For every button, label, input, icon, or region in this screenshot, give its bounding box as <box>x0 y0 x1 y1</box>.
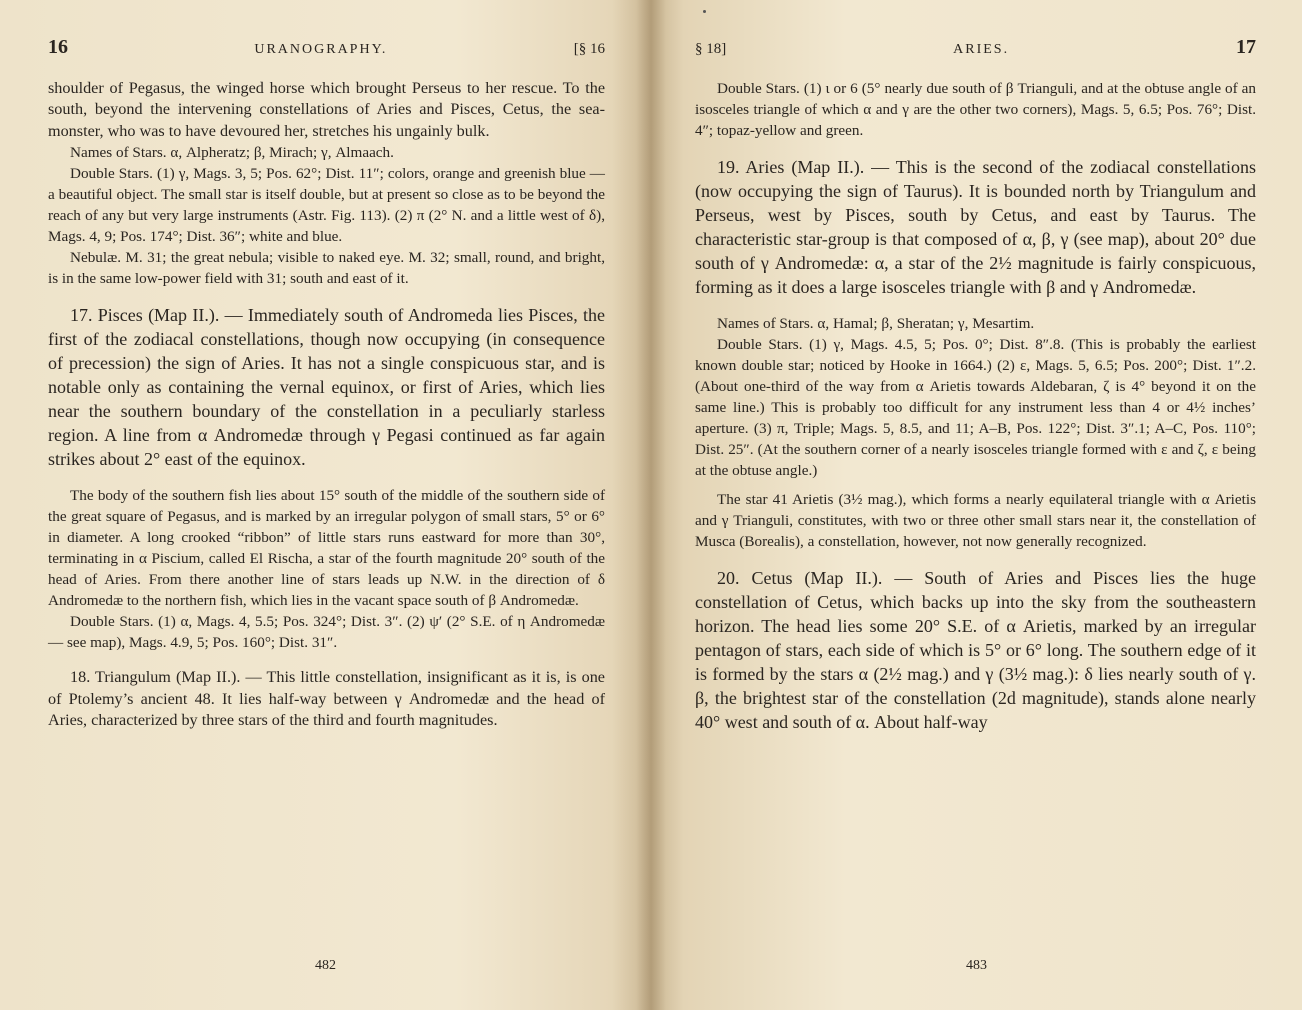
paragraph-section-19-aries: 19. Aries (Map II.). — This is the second of the zodiacal constellations (now occupying the sign of Taurus). It is bounded north by Triangulum and Perseus, west by Pisces, south by Cetus, and east by Taurus. The characteristic star-group is that composed of α, β, γ (see map), about 20° due south of γ Andromedæ: α, a star of the 2½ magnitude is fairly conspicuous, forming as it does a large isosceles triangle with β and γ Andromedæ. <box>695 157 1256 297</box>
paragraph-triangulum-doubles: Double Stars. (1) ι or 6 (5° nearly due south of β Trianguli, and at the obtuse angle of an isosceles triangle of which α and γ are the other two corners), Mags. 5, 6.5; Pos. 76°; Dist. 4″; topaz-yellow and green. <box>695 80 1256 139</box>
left-page-number: 16 <box>48 36 68 58</box>
paragraph-andromeda-doubles: Double Stars. (1) γ, Mags. 3, 5; Pos. 62°; Dist. 11″; colors, orange and greenish blue — a beautiful object. The small star is itself double, but at present so close as to be beyond the reach of any but very large instruments (Astr. Fig. 113). (2) π (2° N. and a little west of δ), Mags. 4, 9; Pos. 174°; Dist. 36″; white and blue. <box>48 165 605 246</box>
right-page-header <box>695 36 1256 64</box>
paragraph-andromeda-names: Names of Stars. α, Alpheratz; β, Mirach; γ, Almaach. <box>70 144 394 162</box>
right-folio: 483 <box>966 958 987 973</box>
ink-speck <box>703 10 706 13</box>
right-section-marker: § 18] <box>695 41 727 57</box>
left-page-header <box>48 36 605 64</box>
paragraph-aries-doubles: Double Stars. (1) γ, Mags. 4.5, 5; Pos. 0°; Dist. 8″.8. (This is probably the earliest known double star; noticed by Hooke in 1664.) (2) ε, Mags. 5, 6.5; Pos. 200°; Dist. 1″.2. (About one-third of the way from α Arietis towards Aldebaran, ζ is 4° beyond it on the same line.) This is probably too difficult for any instrument less than 4 or 4½ inches’ aperture. (3) π, Triple; Mags. 5, 8.5, and 11; A–B, Pos. 122°; Dist. 3″.1; A–C, Pos. 110°; Dist. 25″. (At the southern corner of a nearly isosceles triangle formed with ε and ζ, ε being at the obtuse angle.) <box>695 336 1256 479</box>
paragraph-pisces-body: The body of the southern fish lies about 15° south of the middle of the southern side of the great square of Pegasus, and is marked by an irregular polygon of small stars, 5° or 6° in diameter. A long crooked “ribbon” of little stars runs eastward for more than 30°, terminating in α Piscium, called El Rischa, a star of the fourth magnitude 20° south of the head of Aries. From there another line of stars leads up N.W. in the direction of δ Andromedæ to the northern fish, which lies in the vacant space south of β Andromedæ. <box>48 487 605 610</box>
left-folio: 482 <box>315 958 336 973</box>
right-page <box>651 0 1302 1010</box>
left-running-title: URANOGRAPHY. <box>254 42 388 57</box>
paragraph-aries-musca: The star 41 Arietis (3½ mag.), which forms a nearly equilateral triangle with α Arietis and γ Trianguli, constitutes, with two or three other small stars near it, the constellation of Musca (Borealis), a constellation, however, not now generally recognized. <box>695 491 1256 550</box>
paragraph-pisces-doubles: Double Stars. (1) α, Mags. 4, 5.5; Pos. 324°; Dist. 3″. (2) ψ′ (2° S.E. of η Andromedæ — see map), Mags. 4.9, 5; Pos. 160°; Dist. 31″. <box>48 613 605 652</box>
left-section-marker: [§ 16 <box>573 41 605 57</box>
right-page-number: 17 <box>1235 36 1256 58</box>
paragraph-section-20-cetus: 20. Cetus (Map II.). — South of Aries and Pisces lies the huge constellation of Cetus, which backs up into the sky from the southeastern horizon. The head lies some 20° S.E. of α Arietis, marked by an irregular pentagon of stars, each side of which is 5° or 6° long. The southern edge of it is formed by the stars α (2½ mag.) and γ (3½ mag.): δ lies nearly south of γ. β, the brightest star of the constellation (2d magnitude), stands alone nearly 40° west and south of α. About half-way <box>695 568 1256 732</box>
paragraph-aries-names: Names of Stars. α, Hamal; β, Sheratan; γ, Mesartim. <box>717 315 1035 332</box>
paragraph-andromeda-nebulae: Nebulæ. M. 31; the great nebula; visible to naked eye. M. 32; small, round, and bright, is in the same low-power field with 31; south and east of it. <box>48 249 605 288</box>
paragraph-section-18-triangulum: 18. Triangulum (Map II.). — This little constellation, insignificant as it is, is one of Ptolemy’s ancient 48. It lies half-way between γ Andromedæ and the head of Aries, characterized by three stars of the third and fourth magnitudes. <box>48 668 605 730</box>
paragraph-andromeda-end: shoulder of Pegasus, the winged horse which brought Perseus to her rescue. To the south, beyond the intervening constellations of Aries and Pisces, Cetus, the sea-monster, who was to have devoured her, stretches his ungainly bulk. <box>48 79 605 140</box>
right-running-title: ARIES. <box>953 42 1010 57</box>
paragraph-section-17-pisces: 17. Pisces (Map II.). — Immediately south of Andromeda lies Pisces, the first of the zodiacal constellations, though now occupying (in consequence of precession) the sign of Aries. It has not a single conspicuous star, and is notable only as containing the vernal equinox, or first of Aries, which lies near the southern boundary of the constellation in a peculiarly starless region. A line from α Andromedæ through γ Pegasi continued as far again strikes about 2° east of the equinox. <box>48 305 605 470</box>
